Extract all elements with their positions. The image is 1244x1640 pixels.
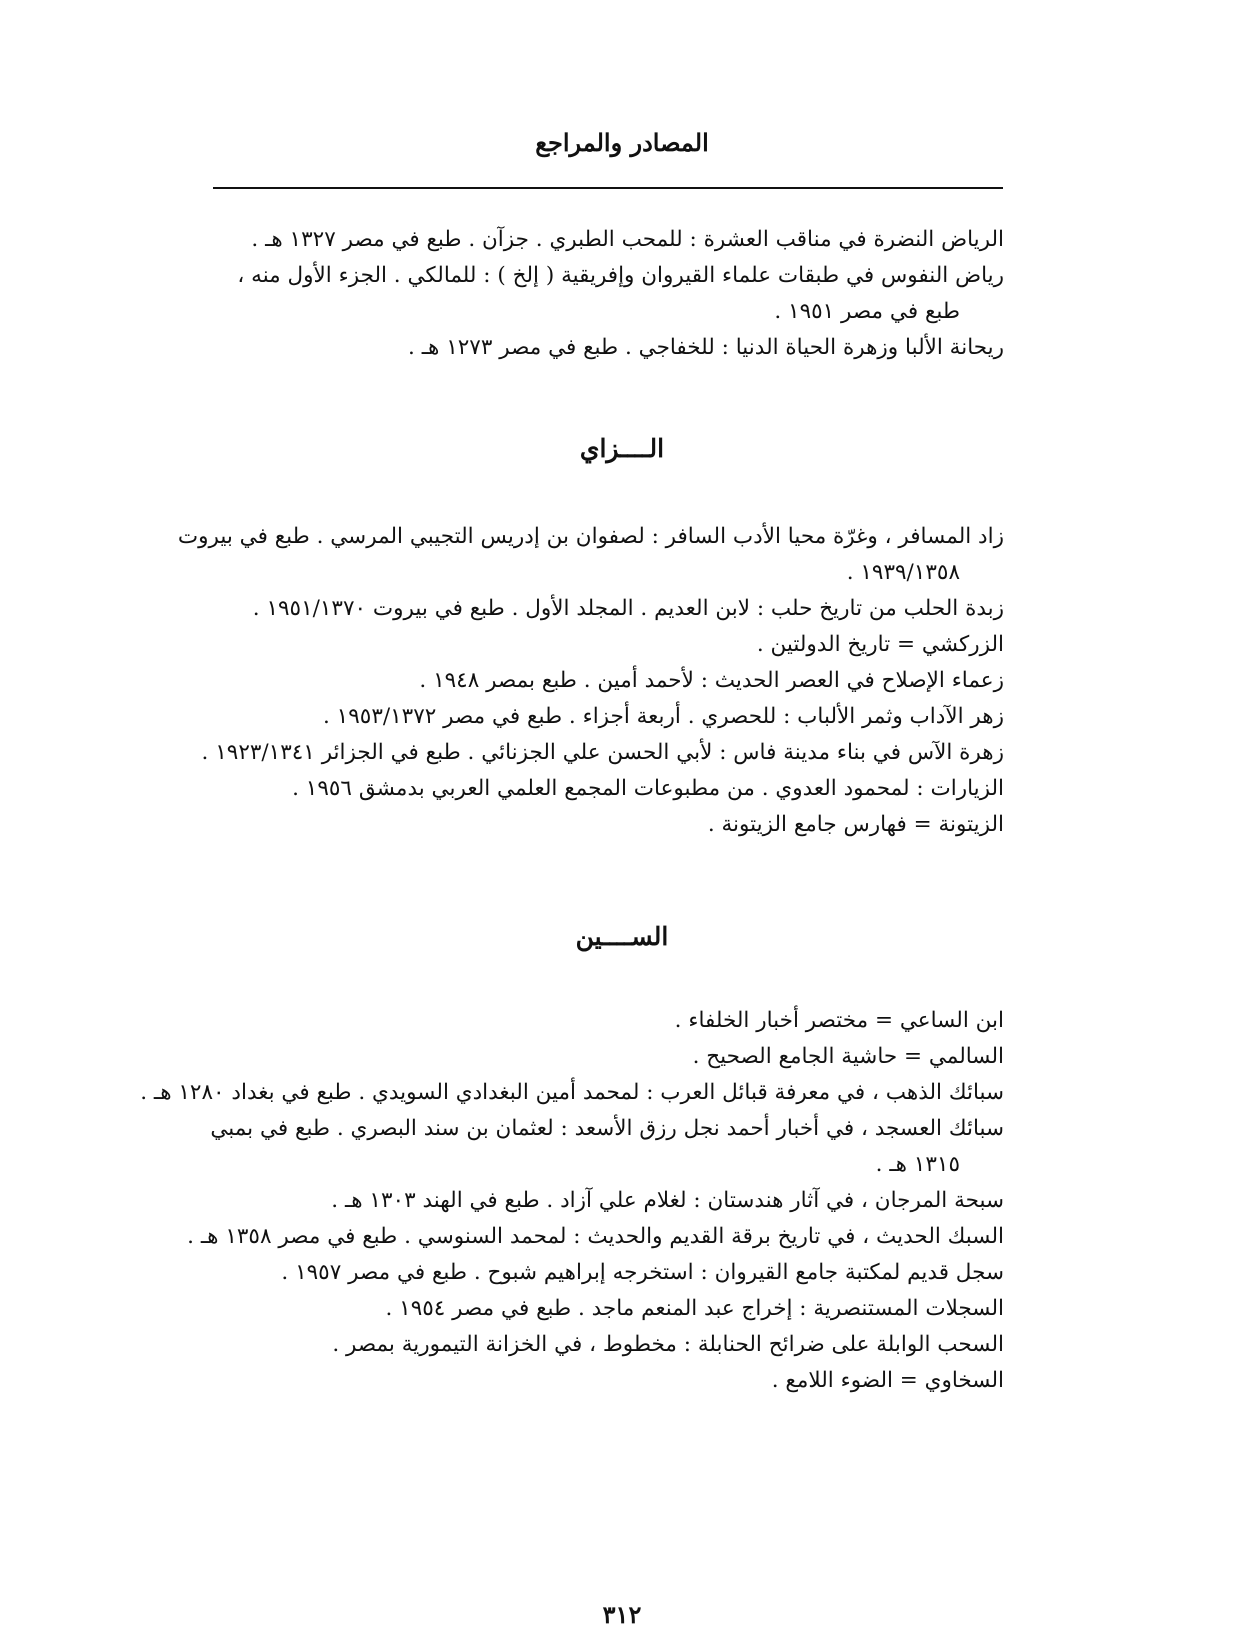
bibliography-entry <box>204 771 1004 807</box>
entry-line: الزيتونة = فهارس جامع الزيتونة . <box>707 812 1004 837</box>
entry-line: السخاوي = الضوء اللامع . <box>771 1368 1004 1393</box>
entry-line: الرياض النضرة في مناقب العشرة : للمحب الطبري . جزآن . طبع في مصر ١٣٢٧ هـ . <box>251 227 1004 252</box>
bibliography-entry <box>201 735 1004 771</box>
section-zay-entries <box>177 519 1004 843</box>
entry-line: سبائك الذهب ، في معرفة قبائل العرب : لمحمد أمين البغدادي السويدي . طبع في بغداد ١٢٨٠ هـ . <box>140 1080 1004 1105</box>
bibliography-entry <box>204 591 1004 627</box>
entry-line: السجلات المستنصرية : إخراج عبد المنعم ماجد . طبع في مصر ١٩٥٤ . <box>385 1296 1004 1321</box>
bibliography-entry <box>204 1111 1004 1183</box>
entry-continuation: ١٩٣٩/١٣٥٨ . <box>846 560 960 585</box>
bibliography-entry <box>177 519 1004 591</box>
section-heading-zay: الــــزاي <box>579 434 665 463</box>
entry-line: سبائك العسجد ، في أخبار أحمد نجل رزق الأسعد : لعثمان بن سند البصري . طبع في بمبي <box>210 1116 1004 1141</box>
entry-continuation: ١٣١٥ هـ . <box>875 1152 960 1177</box>
bibliography-entry <box>204 699 1004 735</box>
bibliography-entry <box>204 1183 1004 1219</box>
bibliography-entry <box>204 1255 1004 1291</box>
bibliography-entry <box>204 1039 1004 1075</box>
entry-line: زاد المسافر ، وغرّة محيا الأدب السافر : لصفوان بن إدريس التجيبي المرسي . طبع في بيروت <box>177 524 1004 549</box>
running-head: المصادر والمراجع <box>535 128 709 157</box>
section-heading-sin: الســــين <box>575 922 669 951</box>
entry-line: رياض النفوس في طبقات علماء القيروان وإفريقية ( إلخ ) : للمالكي . الجزء الأول منه ، <box>237 263 1004 288</box>
bibliography-entry <box>204 1003 1004 1039</box>
bibliography-entry <box>204 330 1004 366</box>
section-ra-entries <box>204 222 1004 366</box>
bibliography-entry <box>204 627 1004 663</box>
bibliography-entry <box>204 258 1004 330</box>
bibliography-entry <box>140 1075 1004 1111</box>
entry-line: الزيارات : لمحمود العدوي . من مطبوعات المجمع العلمي العربي بدمشق ١٩٥٦ . <box>292 776 1004 801</box>
entry-line: ابن الساعي = مختصر أخبار الخلفاء . <box>674 1008 1004 1033</box>
entry-line: زبدة الحلب من تاريخ حلب : لابن العديم . المجلد الأول . طبع في بيروت ١٩٥١/١٣٧٠ . <box>252 596 1004 621</box>
bibliography-entry <box>204 222 1004 258</box>
entry-line: زعماء الإصلاح في العصر الحديث : لأحمد أمين . طبع بمصر ١٩٤٨ . <box>419 668 1004 693</box>
bibliography-entry <box>204 1363 1004 1399</box>
entry-line: السحب الوابلة على ضرائح الحنابلة : مخطوط ، في الخزانة التيمورية بمصر . <box>332 1332 1004 1357</box>
entry-line: زهرة الآس في بناء مدينة فاس : لأبي الحسن علي الجزنائي . طبع في الجزائر ١٩٢٣/١٣٤١ . <box>201 740 1004 765</box>
bibliography-entry <box>204 663 1004 699</box>
entry-line: السبك الحديث ، في تاريخ برقة القديم والحديث : لمحمد السنوسي . طبع في مصر ١٣٥٨ هـ . <box>187 1224 1004 1249</box>
bibliography-entry <box>187 1219 1004 1255</box>
header-rule <box>213 187 1003 189</box>
bibliography-entry <box>204 1327 1004 1363</box>
entry-line: السالمي = حاشية الجامع الصحيح . <box>692 1044 1004 1069</box>
entry-line: سجل قديم لمكتبة جامع القيروان : استخرجه إبراهيم شبوح . طبع في مصر ١٩٥٧ . <box>281 1260 1004 1285</box>
entry-line: الزركشي = تاريخ الدولتين . <box>756 632 1004 657</box>
section-sin-entries <box>140 1003 1004 1399</box>
entry-line: زهر الآداب وثمر الألباب : للحصري . أربعة أجزاء . طبع في مصر ١٩٥٣/١٣٧٢ . <box>323 704 1004 729</box>
entry-line: سبحة المرجان ، في آثار هندستان : لغلام علي آزاد . طبع في الهند ١٣٠٣ هـ . <box>331 1188 1004 1213</box>
page-number: ٣١٢ <box>602 1600 642 1629</box>
entry-continuation: طبع في مصر ١٩٥١ . <box>774 299 960 324</box>
entry-line: ريحانة الألبا وزهرة الحياة الدنيا : للخفاجي . طبع في مصر ١٢٧٣ هـ . <box>408 335 1004 360</box>
bibliography-entry <box>204 1291 1004 1327</box>
bibliography-entry <box>204 807 1004 843</box>
